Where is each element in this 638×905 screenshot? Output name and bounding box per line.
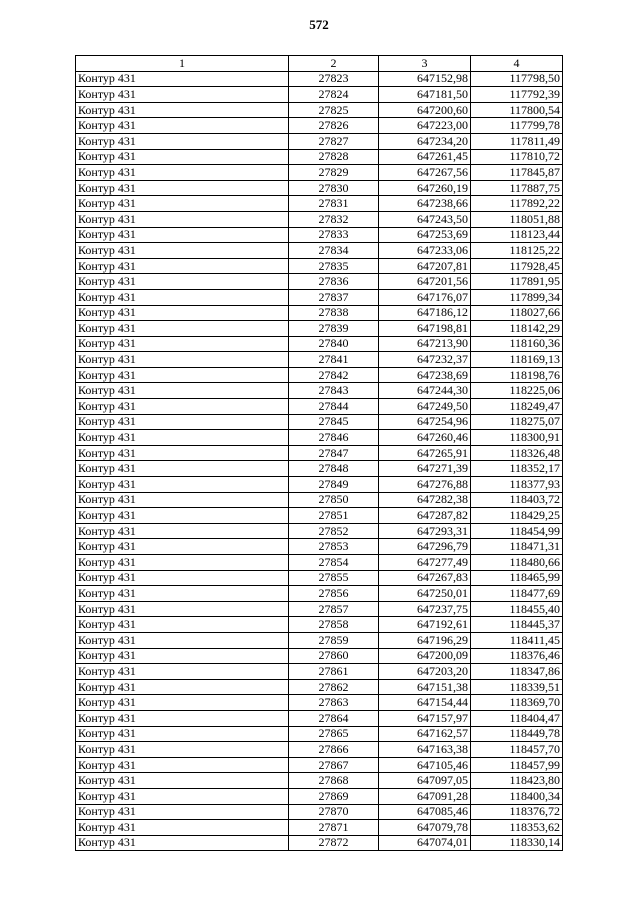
column-header-2: 2 xyxy=(289,56,379,72)
y-coordinate-cell: 117798,50 xyxy=(471,71,563,87)
x-coordinate-cell: 647085,46 xyxy=(379,804,471,820)
x-coordinate-cell: 647253,69 xyxy=(379,227,471,243)
x-coordinate-cell: 647277,49 xyxy=(379,555,471,571)
table-row xyxy=(76,71,563,87)
contour-name-cell: Контур 431 xyxy=(76,508,289,524)
contour-name-cell: Контур 431 xyxy=(76,757,289,773)
point-number-cell: 27859 xyxy=(289,632,379,648)
table-row xyxy=(76,757,563,773)
y-coordinate-cell: 118471,31 xyxy=(471,539,563,555)
contour-name-cell: Контур 431 xyxy=(76,695,289,711)
table-row xyxy=(76,461,563,477)
table-row xyxy=(76,383,563,399)
point-number-cell: 27849 xyxy=(289,477,379,493)
x-coordinate-cell: 647271,39 xyxy=(379,461,471,477)
column-header-3: 3 xyxy=(379,56,471,72)
y-coordinate-cell: 117800,54 xyxy=(471,102,563,118)
y-coordinate-cell: 118454,99 xyxy=(471,523,563,539)
x-coordinate-cell: 647152,98 xyxy=(379,71,471,87)
table-row xyxy=(76,102,563,118)
contour-name-cell: Контур 431 xyxy=(76,523,289,539)
y-coordinate-cell: 118125,22 xyxy=(471,243,563,259)
table-row xyxy=(76,399,563,415)
x-coordinate-cell: 647162,57 xyxy=(379,726,471,742)
y-coordinate-cell: 118429,25 xyxy=(471,508,563,524)
point-number-cell: 27844 xyxy=(289,399,379,415)
x-coordinate-cell: 647196,29 xyxy=(379,632,471,648)
x-coordinate-cell: 647163,38 xyxy=(379,742,471,758)
contour-name-cell: Контур 431 xyxy=(76,820,289,836)
contour-name-cell: Контур 431 xyxy=(76,539,289,555)
contour-name-cell: Контур 431 xyxy=(76,305,289,321)
x-coordinate-cell: 647232,37 xyxy=(379,352,471,368)
y-coordinate-cell: 117799,78 xyxy=(471,118,563,134)
table-row xyxy=(76,508,563,524)
contour-name-cell: Контур 431 xyxy=(76,461,289,477)
x-coordinate-cell: 647176,07 xyxy=(379,289,471,305)
table-row xyxy=(76,773,563,789)
table-row xyxy=(76,227,563,243)
contour-name-cell: Контур 431 xyxy=(76,352,289,368)
point-number-cell: 27855 xyxy=(289,570,379,586)
x-coordinate-cell: 647201,56 xyxy=(379,274,471,290)
point-number-cell: 27839 xyxy=(289,321,379,337)
contour-name-cell: Контур 431 xyxy=(76,274,289,290)
table-row xyxy=(76,352,563,368)
contour-name-cell: Контур 431 xyxy=(76,477,289,493)
x-coordinate-cell: 647200,60 xyxy=(379,102,471,118)
table-row xyxy=(76,570,563,586)
contour-name-cell: Контур 431 xyxy=(76,321,289,337)
table-row xyxy=(76,820,563,836)
point-number-cell: 27835 xyxy=(289,258,379,274)
contour-name-cell: Контур 431 xyxy=(76,445,289,461)
x-coordinate-cell: 647260,19 xyxy=(379,180,471,196)
y-coordinate-cell: 118326,48 xyxy=(471,445,563,461)
x-coordinate-cell: 647207,81 xyxy=(379,258,471,274)
point-number-cell: 27867 xyxy=(289,757,379,773)
contour-name-cell: Контур 431 xyxy=(76,367,289,383)
table-row xyxy=(76,617,563,633)
x-coordinate-cell: 647287,82 xyxy=(379,508,471,524)
contour-name-cell: Контур 431 xyxy=(76,71,289,87)
table-row xyxy=(76,414,563,430)
y-coordinate-cell: 117892,22 xyxy=(471,196,563,212)
x-coordinate-cell: 647233,06 xyxy=(379,243,471,259)
point-number-cell: 27851 xyxy=(289,508,379,524)
table-row xyxy=(76,648,563,664)
y-coordinate-cell: 118027,66 xyxy=(471,305,563,321)
page-number: 572 xyxy=(309,17,329,32)
y-coordinate-cell: 118330,14 xyxy=(471,835,563,851)
y-coordinate-cell: 117928,45 xyxy=(471,258,563,274)
contour-name-cell: Контур 431 xyxy=(76,149,289,165)
point-number-cell: 27850 xyxy=(289,492,379,508)
table-row xyxy=(76,555,563,571)
table-row xyxy=(76,118,563,134)
table-row xyxy=(76,321,563,337)
contour-name-cell: Контур 431 xyxy=(76,227,289,243)
point-number-cell: 27865 xyxy=(289,726,379,742)
point-number-cell: 27857 xyxy=(289,601,379,617)
contour-name-cell: Контур 431 xyxy=(76,788,289,804)
table-row xyxy=(76,180,563,196)
contour-name-cell: Контур 431 xyxy=(76,664,289,680)
y-coordinate-cell: 118377,93 xyxy=(471,477,563,493)
column-header-4: 4 xyxy=(471,56,563,72)
point-number-cell: 27837 xyxy=(289,289,379,305)
x-coordinate-cell: 647200,09 xyxy=(379,648,471,664)
y-coordinate-cell: 118411,45 xyxy=(471,632,563,648)
y-coordinate-cell: 117891,95 xyxy=(471,274,563,290)
contour-name-cell: Контур 431 xyxy=(76,586,289,602)
contour-name-cell: Контур 431 xyxy=(76,133,289,149)
table-row xyxy=(76,336,563,352)
x-coordinate-cell: 647091,28 xyxy=(379,788,471,804)
y-coordinate-cell: 117887,75 xyxy=(471,180,563,196)
table-row xyxy=(76,477,563,493)
contour-name-cell: Контур 431 xyxy=(76,118,289,134)
contour-name-cell: Контур 431 xyxy=(76,617,289,633)
table-row xyxy=(76,788,563,804)
point-number-cell: 27862 xyxy=(289,679,379,695)
table-header-row xyxy=(76,56,563,72)
x-coordinate-cell: 647074,01 xyxy=(379,835,471,851)
contour-name-cell: Контур 431 xyxy=(76,383,289,399)
y-coordinate-cell: 118465,99 xyxy=(471,570,563,586)
x-coordinate-cell: 647157,97 xyxy=(379,710,471,726)
y-coordinate-cell: 117899,34 xyxy=(471,289,563,305)
contour-name-cell: Контур 431 xyxy=(76,804,289,820)
table-row xyxy=(76,367,563,383)
y-coordinate-cell: 118403,72 xyxy=(471,492,563,508)
table-row xyxy=(76,726,563,742)
x-coordinate-cell: 647238,69 xyxy=(379,367,471,383)
contour-name-cell: Контур 431 xyxy=(76,726,289,742)
x-coordinate-cell: 647249,50 xyxy=(379,399,471,415)
y-coordinate-cell: 118369,70 xyxy=(471,695,563,711)
table-row xyxy=(76,804,563,820)
y-coordinate-cell: 117845,87 xyxy=(471,165,563,181)
point-number-cell: 27868 xyxy=(289,773,379,789)
contour-name-cell: Контур 431 xyxy=(76,243,289,259)
y-coordinate-cell: 118404,47 xyxy=(471,710,563,726)
y-coordinate-cell: 118275,07 xyxy=(471,414,563,430)
point-number-cell: 27864 xyxy=(289,710,379,726)
x-coordinate-cell: 647261,45 xyxy=(379,149,471,165)
contour-name-cell: Контур 431 xyxy=(76,196,289,212)
x-coordinate-cell: 647265,91 xyxy=(379,445,471,461)
x-coordinate-cell: 647203,20 xyxy=(379,664,471,680)
point-number-cell: 27828 xyxy=(289,149,379,165)
table-row xyxy=(76,149,563,165)
point-number-cell: 27830 xyxy=(289,180,379,196)
x-coordinate-cell: 647267,56 xyxy=(379,165,471,181)
contour-name-cell: Контур 431 xyxy=(76,570,289,586)
point-number-cell: 27847 xyxy=(289,445,379,461)
contour-name-cell: Контур 431 xyxy=(76,258,289,274)
y-coordinate-cell: 118198,76 xyxy=(471,367,563,383)
y-coordinate-cell: 118142,29 xyxy=(471,321,563,337)
table-row xyxy=(76,289,563,305)
contour-name-cell: Контур 431 xyxy=(76,399,289,415)
point-number-cell: 27827 xyxy=(289,133,379,149)
contour-name-cell: Контур 431 xyxy=(76,336,289,352)
point-number-cell: 27869 xyxy=(289,788,379,804)
y-coordinate-cell: 118352,17 xyxy=(471,461,563,477)
x-coordinate-cell: 647223,00 xyxy=(379,118,471,134)
point-number-cell: 27833 xyxy=(289,227,379,243)
point-number-cell: 27863 xyxy=(289,695,379,711)
point-number-cell: 27848 xyxy=(289,461,379,477)
table-row xyxy=(76,196,563,212)
contour-name-cell: Контур 431 xyxy=(76,773,289,789)
contour-name-cell: Контур 431 xyxy=(76,492,289,508)
y-coordinate-cell: 118225,06 xyxy=(471,383,563,399)
x-coordinate-cell: 647186,12 xyxy=(379,305,471,321)
y-coordinate-cell: 118123,44 xyxy=(471,227,563,243)
table-row xyxy=(76,305,563,321)
x-coordinate-cell: 647254,96 xyxy=(379,414,471,430)
y-coordinate-cell: 118480,66 xyxy=(471,555,563,571)
contour-name-cell: Контур 431 xyxy=(76,430,289,446)
y-coordinate-cell: 118376,72 xyxy=(471,804,563,820)
y-coordinate-cell: 118457,99 xyxy=(471,757,563,773)
y-coordinate-cell: 118423,80 xyxy=(471,773,563,789)
point-number-cell: 27838 xyxy=(289,305,379,321)
contour-name-cell: Контур 431 xyxy=(76,835,289,851)
point-number-cell: 27824 xyxy=(289,87,379,103)
y-coordinate-cell: 117811,49 xyxy=(471,133,563,149)
point-number-cell: 27861 xyxy=(289,664,379,680)
point-number-cell: 27871 xyxy=(289,820,379,836)
y-coordinate-cell: 118347,86 xyxy=(471,664,563,680)
contour-name-cell: Контур 431 xyxy=(76,87,289,103)
y-coordinate-cell: 118249,47 xyxy=(471,399,563,415)
x-coordinate-cell: 647097,05 xyxy=(379,773,471,789)
y-coordinate-cell: 118160,36 xyxy=(471,336,563,352)
y-coordinate-cell: 118300,91 xyxy=(471,430,563,446)
contour-name-cell: Контур 431 xyxy=(76,414,289,430)
table-row xyxy=(76,211,563,227)
table-row xyxy=(76,835,563,851)
y-coordinate-cell: 118353,62 xyxy=(471,820,563,836)
x-coordinate-cell: 647154,44 xyxy=(379,695,471,711)
contour-name-cell: Контур 431 xyxy=(76,555,289,571)
y-coordinate-cell: 118457,70 xyxy=(471,742,563,758)
point-number-cell: 27840 xyxy=(289,336,379,352)
x-coordinate-cell: 647267,83 xyxy=(379,570,471,586)
table-row xyxy=(76,539,563,555)
point-number-cell: 27858 xyxy=(289,617,379,633)
point-number-cell: 27825 xyxy=(289,102,379,118)
point-number-cell: 27829 xyxy=(289,165,379,181)
point-number-cell: 27836 xyxy=(289,274,379,290)
x-coordinate-cell: 647244,30 xyxy=(379,383,471,399)
contour-name-cell: Контур 431 xyxy=(76,601,289,617)
y-coordinate-cell: 118455,40 xyxy=(471,601,563,617)
y-coordinate-cell: 118477,69 xyxy=(471,586,563,602)
x-coordinate-cell: 647243,50 xyxy=(379,211,471,227)
table-row xyxy=(76,523,563,539)
point-number-cell: 27872 xyxy=(289,835,379,851)
contour-name-cell: Контур 431 xyxy=(76,165,289,181)
y-coordinate-cell: 118445,37 xyxy=(471,617,563,633)
x-coordinate-cell: 647198,81 xyxy=(379,321,471,337)
point-number-cell: 27870 xyxy=(289,804,379,820)
point-number-cell: 27853 xyxy=(289,539,379,555)
y-coordinate-cell: 118169,13 xyxy=(471,352,563,368)
table-row xyxy=(76,664,563,680)
table-row xyxy=(76,601,563,617)
table-row xyxy=(76,492,563,508)
contour-name-cell: Контур 431 xyxy=(76,710,289,726)
table-row xyxy=(76,632,563,648)
point-number-cell: 27832 xyxy=(289,211,379,227)
y-coordinate-cell: 118051,88 xyxy=(471,211,563,227)
x-coordinate-cell: 647192,61 xyxy=(379,617,471,633)
point-number-cell: 27831 xyxy=(289,196,379,212)
contour-name-cell: Контур 431 xyxy=(76,211,289,227)
point-number-cell: 27846 xyxy=(289,430,379,446)
point-number-cell: 27843 xyxy=(289,383,379,399)
table-row xyxy=(76,695,563,711)
x-coordinate-cell: 647238,66 xyxy=(379,196,471,212)
y-coordinate-cell: 117810,72 xyxy=(471,149,563,165)
contour-name-cell: Контур 431 xyxy=(76,742,289,758)
y-coordinate-cell: 118449,78 xyxy=(471,726,563,742)
table-row xyxy=(76,165,563,181)
point-number-cell: 27841 xyxy=(289,352,379,368)
x-coordinate-cell: 647260,46 xyxy=(379,430,471,446)
point-number-cell: 27854 xyxy=(289,555,379,571)
x-coordinate-cell: 647151,38 xyxy=(379,679,471,695)
x-coordinate-cell: 647276,88 xyxy=(379,477,471,493)
table-row xyxy=(76,133,563,149)
point-number-cell: 27845 xyxy=(289,414,379,430)
point-number-cell: 27823 xyxy=(289,71,379,87)
x-coordinate-cell: 647250,01 xyxy=(379,586,471,602)
x-coordinate-cell: 647105,46 xyxy=(379,757,471,773)
table-row xyxy=(76,586,563,602)
y-coordinate-cell: 118339,51 xyxy=(471,679,563,695)
table-row xyxy=(76,445,563,461)
contour-name-cell: Контур 431 xyxy=(76,102,289,118)
column-header-1: 1 xyxy=(76,56,289,72)
point-number-cell: 27834 xyxy=(289,243,379,259)
y-coordinate-cell: 118376,46 xyxy=(471,648,563,664)
table-row xyxy=(76,274,563,290)
table-row xyxy=(76,742,563,758)
point-number-cell: 27826 xyxy=(289,118,379,134)
point-number-cell: 27842 xyxy=(289,367,379,383)
x-coordinate-cell: 647237,75 xyxy=(379,601,471,617)
table-row xyxy=(76,243,563,259)
contour-name-cell: Контур 431 xyxy=(76,180,289,196)
contour-name-cell: Контур 431 xyxy=(76,648,289,664)
table-row xyxy=(76,430,563,446)
table-row xyxy=(76,258,563,274)
contour-name-cell: Контур 431 xyxy=(76,679,289,695)
table-row xyxy=(76,710,563,726)
y-coordinate-cell: 118400,34 xyxy=(471,788,563,804)
x-coordinate-cell: 647079,78 xyxy=(379,820,471,836)
x-coordinate-cell: 647282,38 xyxy=(379,492,471,508)
contour-name-cell: Контур 431 xyxy=(76,289,289,305)
x-coordinate-cell: 647296,79 xyxy=(379,539,471,555)
x-coordinate-cell: 647293,31 xyxy=(379,523,471,539)
x-coordinate-cell: 647213,90 xyxy=(379,336,471,352)
coordinates-table xyxy=(75,55,563,851)
y-coordinate-cell: 117792,39 xyxy=(471,87,563,103)
table-row xyxy=(76,679,563,695)
point-number-cell: 27856 xyxy=(289,586,379,602)
x-coordinate-cell: 647181,50 xyxy=(379,87,471,103)
contour-name-cell: Контур 431 xyxy=(76,632,289,648)
table-row xyxy=(76,87,563,103)
point-number-cell: 27866 xyxy=(289,742,379,758)
point-number-cell: 27852 xyxy=(289,523,379,539)
x-coordinate-cell: 647234,20 xyxy=(379,133,471,149)
point-number-cell: 27860 xyxy=(289,648,379,664)
